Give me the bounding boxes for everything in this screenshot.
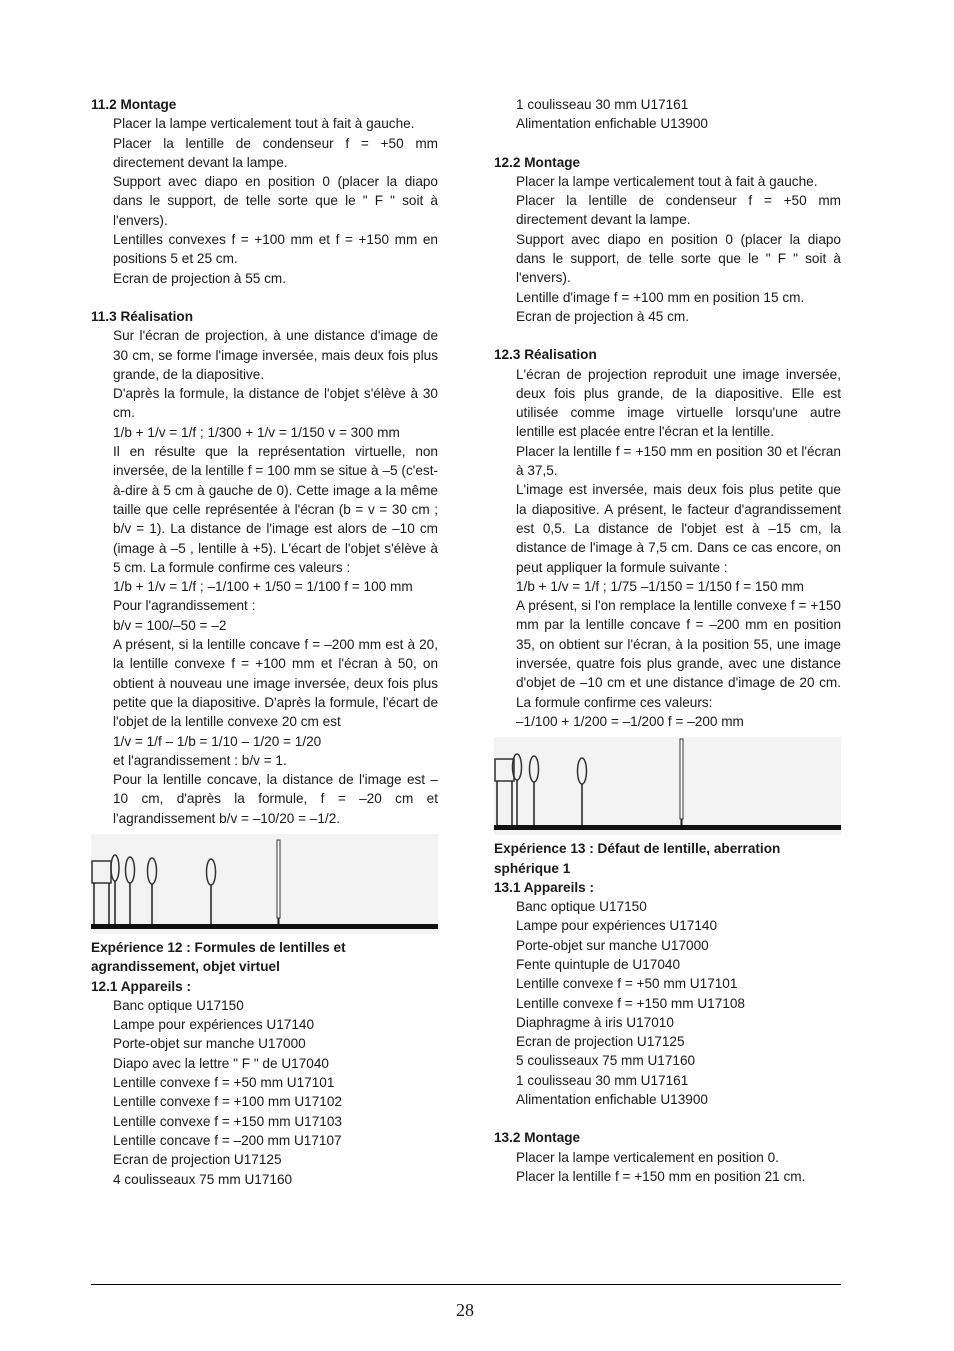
list-item: Ecran de projection U17125 (113, 1152, 282, 1168)
experiment-13-title: Expérience 13 : Défaut de lentille, aberration sphérique 1 (494, 841, 781, 876)
text-line: L'image est inversée, mais deux fois plus petite que la diapositive. A présent, le facteur d'agrandissement est 0,5. La distance de l'objet est à –15 cm, la distance de l'image à 7,5 cm. Dans ce cas encore, on peut appliquer la formule suivante : (516, 482, 841, 575)
formula-line: 1/b + 1/v = 1/f ; 1/75 –1/150 = 1/150 f = 150 mm (516, 578, 804, 594)
section-11-2-title: 11.2 Montage (91, 97, 177, 112)
page-number: 28 (456, 1300, 474, 1320)
list-item: Lentille concave f = –200 mm U17107 (113, 1132, 342, 1148)
list-item: 5 coulisseaux 75 mm U17160 (516, 1053, 696, 1069)
text-line: Pour la lentille concave, la distance de l'image est –10 cm, d'après la formule, f = –20 cm et l'agrandissement b/v = –10/20 = –1/2. (113, 772, 438, 826)
text-line: Ecran de projection à 45 cm. (516, 308, 690, 324)
list-item: Lentille convexe f = +50 mm U17101 (113, 1075, 335, 1091)
text-line: Ecran de projection à 55 cm. (113, 270, 287, 286)
list-item: Fente quintuple de U17040 (516, 956, 681, 972)
list-item: Banc optique U17150 (516, 899, 647, 915)
text-line: L'écran de projection reproduit une image inversée, deux fois plus grande, de la diapositive. Elle est utilisée comme image virtuelle lorsqu'une autre lentille est placée entre l'écran et la lentille. (516, 366, 841, 440)
list-item: Lentille convexe f = +150 mm U17103 (113, 1113, 342, 1129)
list-item: Diapo avec la lettre " F " de U17040 (113, 1055, 329, 1071)
text-line: Placer la lampe verticalement tout à fait à gauche. (516, 173, 818, 189)
optical-bench-figure-11 (91, 834, 438, 934)
text-line: Placer la lampe verticalement tout à fait à gauche. (113, 116, 415, 132)
section-12-3-body (494, 365, 841, 732)
section-13-2-title: 13.2 Montage (494, 1130, 581, 1146)
list-item: Banc optique U17150 (113, 997, 244, 1013)
section-13-1-title: 13.1 Appareils : (494, 879, 594, 895)
section-12-2-title: 12.2 Montage (494, 154, 581, 170)
text-line: Support avec diapo en position 0 (placer la diapo dans le support, de telle sorte que le " F " soit à l'envers). (113, 174, 438, 228)
list-item: Lampe pour expériences U17140 (113, 1017, 315, 1033)
text-line: Pour l'agrandissement : (113, 598, 256, 614)
text-line: A présent, si l'on remplace la lentille convexe f = +150 mm par la lentille concave f = –200 mm en position 35, on obtient sur l'écran, à la position 55, une image inversée, quatre fois plus grande, avec une distance d'objet de –10 cm et une distance d'image de 20 cm. La formule confirme ces valeurs: (516, 598, 841, 710)
text-line: Support avec diapo en position 0 (placer la diapo dans le support, de telle sorte que le " F " soit à l'envers). (516, 231, 841, 286)
list-item: 1 coulisseau 30 mm U17161 (516, 97, 689, 112)
left-column (91, 95, 438, 1189)
text-line: Sur l'écran de projection, à une distance d'image de 30 cm, se forme l'image inversée, mais deux fois plus grande, de la diapositive. (113, 328, 438, 382)
right-column (494, 95, 841, 1186)
list-item: Lampe pour expériences U17140 (516, 918, 718, 934)
formula-line: 1/b + 1/v = 1/f ; 1/300 + 1/v = 1/150 v = 300 mm (113, 424, 400, 440)
text-line: Placer la lentille f = +150 mm en position 21 cm. (516, 1168, 806, 1184)
section-11-3-body (91, 326, 438, 828)
list-item: Alimentation enfichable U13900 (516, 1092, 708, 1108)
list-item: Alimentation enfichable U13900 (516, 116, 708, 132)
text-line: A présent, si la lentille concave f = –200 mm est à 20, la lentille convexe f = +100 mm et l'écran à 50, on obtient à nouveau une image inversée, deux fois plus petite que la diapositive. D'après la formule, l'écart de l'objet de la lentille convexe 20 cm est (113, 637, 438, 730)
section-12-3-title: 12.3 Réalisation (494, 347, 597, 363)
formula-line: 1/b + 1/v = 1/f ; –1/100 + 1/50 = 1/100 f = 100 mm (113, 579, 413, 595)
optical-bench-figure-12 (494, 737, 841, 835)
text-line: et l'agrandissement : b/v = 1. (113, 752, 287, 768)
list-item: Lentille convexe f = +100 mm U17102 (113, 1094, 342, 1110)
list-item: Diaphragme à iris U17010 (516, 1014, 674, 1030)
text-line: Placer la lentille f = +150 mm en position 30 et l'écran à 37,5. (516, 443, 841, 479)
section-13-2-body (494, 1148, 841, 1187)
list-item: Lentille convexe f = +150 mm U17108 (516, 995, 745, 1011)
text-line: Placer la lentille de condenseur f = +50 mm directement devant la lampe. (113, 135, 438, 170)
list-item: Ecran de projection U17125 (516, 1034, 685, 1050)
list-item: Porte-objet sur manche U17000 (516, 937, 709, 953)
text-line: Lentilles convexes f = +100 mm et f = +150 mm en positions 5 et 25 cm. (113, 232, 438, 267)
formula-line: b/v = 100/–50 = –2 (113, 617, 227, 633)
list-item: Porte-objet sur manche U17000 (113, 1036, 306, 1052)
section-11-2-body (91, 114, 438, 288)
equipment-list-12 (91, 996, 438, 1189)
section-12-1-title: 12.1 Appareils : (91, 978, 191, 994)
footer-divider (91, 1284, 841, 1285)
list-item: 4 coulisseaux 75 mm U17160 (113, 1171, 293, 1187)
equipment-list-13 (494, 897, 841, 1109)
section-12-2-body (494, 172, 841, 326)
text-line: Placer la lampe verticalement en position 0. (516, 1149, 779, 1165)
text-line: Placer la lentille de condenseur f = +50 mm directement devant la lampe. (516, 193, 841, 228)
text-line: Lentille d'image f = +100 mm en position 15 cm. (516, 289, 805, 305)
equipment-list-12-continued (494, 95, 841, 134)
text-line: Il en résulte que la représentation virtuelle, non inversée, de la lentille f = 100 mm se situe à –5 (c'est-à-dire à 5 cm à gauche de 0). Cette image a la même taille que celle représentée à l'écran (b = v = 30 cm ; b/v = 1). La distance de l'image est alors de –10 cm (image à –5 , lentille à +5). L'écart de l'objet s'élève à 5 cm. La formule confirme ces valeurs : (113, 444, 438, 575)
formula-line: 1/v = 1/f – 1/b = 1/10 – 1/20 = 1/20 (113, 733, 322, 749)
list-item: Lentille convexe f = +50 mm U17101 (516, 976, 738, 992)
section-11-3-title: 11.3 Réalisation (91, 308, 194, 324)
experiment-12-title: Expérience 12 : Formules de lentilles et agrandissement, objet virtuel (91, 939, 346, 975)
formula-line: –1/100 + 1/200 = –1/200 f = –200 mm (516, 713, 744, 729)
list-item: 1 coulisseau 30 mm U17161 (516, 1072, 689, 1088)
text-line: D'après la formule, la distance de l'objet s'élève à 30 cm. (113, 386, 438, 421)
